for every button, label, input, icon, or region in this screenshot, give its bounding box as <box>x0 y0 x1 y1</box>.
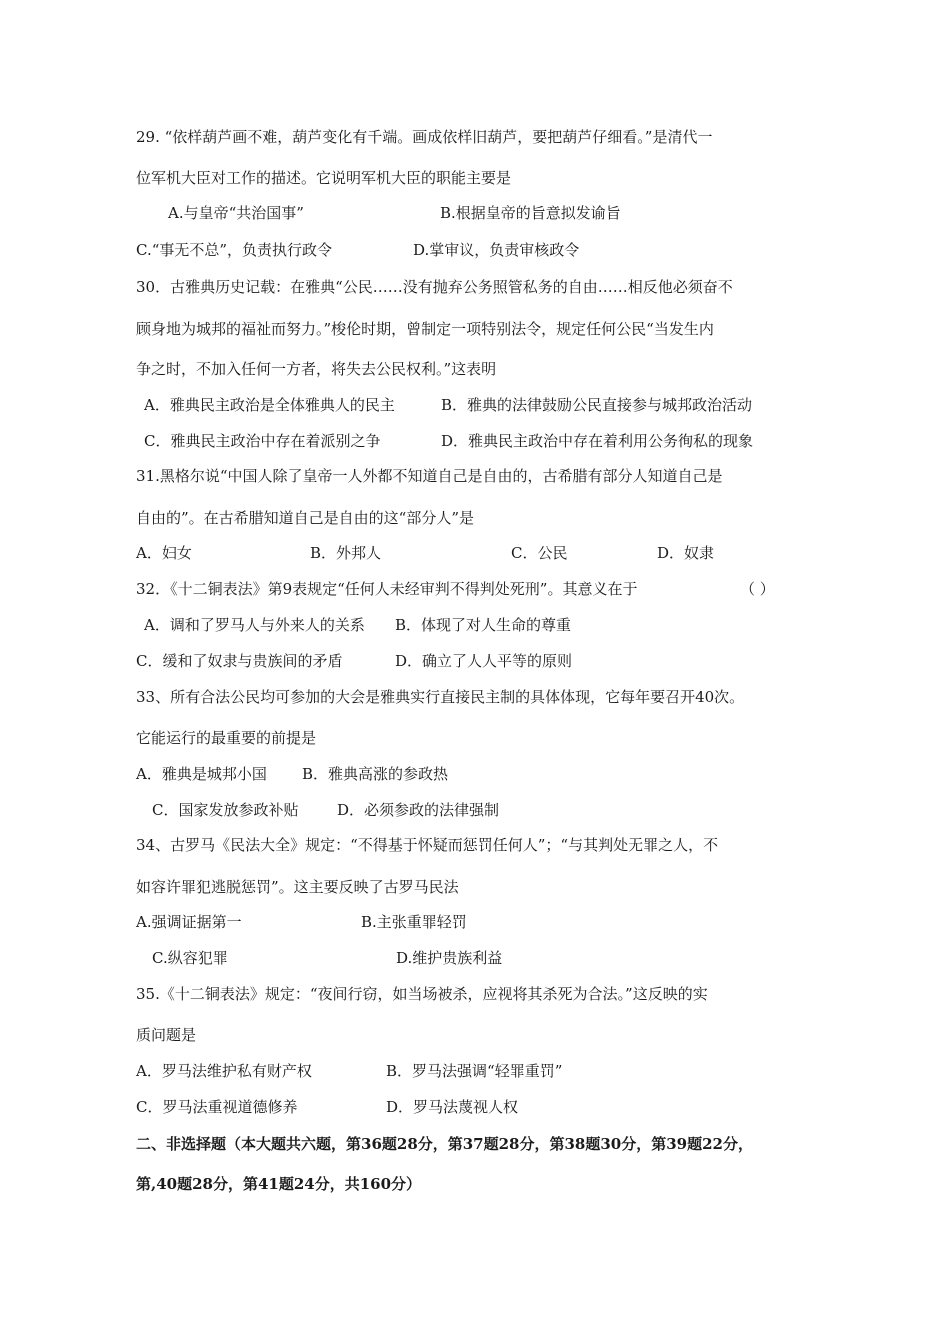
q30-option-d: D．雅典民主政治中存在着利用公务徇私的现象 <box>441 432 754 450</box>
q29-option-c: C.“事无不总”，负责执行政令 <box>136 241 333 259</box>
q34-option-d: D.维护贵族利益 <box>396 949 503 967</box>
q34-option-a: A.强调证据第一 <box>136 913 242 931</box>
q35-option-a: A．罗马法维护私有财产权 <box>136 1062 312 1080</box>
q33-option-c: C．国家发放参政补贴 <box>152 801 299 819</box>
q29-stem-line-1: 29. “依样葫芦画不难，葫芦变化有千端。画成依样旧葫芦，要把葫芦仔细看。”是清代一 <box>136 128 713 146</box>
q30-option-a: A．雅典民主政治是全体雅典人的民主 <box>144 396 395 414</box>
q35-option-b: B．罗马法强调“轻罪重罚” <box>386 1062 563 1080</box>
section-two-heading-line-2: 第,40题28分，第41题24分，共160分） <box>136 1175 422 1193</box>
q29-option-b: B.根据皇帝的旨意拟发谕旨 <box>440 204 621 222</box>
q30-stem-line-2: 顾身地为城邦的福祉而努力。”梭伦时期，曾制定一项特别法令，规定任何公民“当发生内 <box>136 320 714 338</box>
q32-answer-blank: （ ） <box>740 580 775 598</box>
q35-stem-line-1: 35.《十二铜表法》规定：“夜间行窃，如当场被杀，应视将其杀死为合法。”这反映的实 <box>136 985 708 1003</box>
q34-stem-line-1: 34、古罗马《民法大全》规定：“不得基于怀疑而惩罚任何人”；“与其判处无罪之人，不 <box>136 836 719 854</box>
q31-option-b: B．外邦人 <box>310 544 382 562</box>
q30-stem-line-1: 30．古雅典历史记载：在雅典“公民……没有抛弃公务照管私务的自由……相反他必须奋不 <box>136 278 733 296</box>
q33-option-a: A．雅典是城邦小国 <box>136 765 267 783</box>
q31-stem-line-1: 31.黑格尔说“中国人除了皇帝一人外都不知道自己是自由的，古希腊有部分人知道自己是 <box>136 467 723 485</box>
q29-option-a: A.与皇帝“共治国事” <box>168 204 304 222</box>
q31-option-c: C．公民 <box>511 544 568 562</box>
q35-stem-line-2: 质问题是 <box>136 1026 197 1044</box>
q33-stem-line-1: 33、所有合法公民均可参加的大会是雅典实行直接民主制的具体体现，它每年要召开40次。 <box>136 688 745 706</box>
q30-option-c: C．雅典民主政治中存在着派别之争 <box>144 432 381 450</box>
q32-stem: 32．《十二铜表法》第9表规定“任何人未经审判不得判处死刑”。其意义在于 <box>136 580 638 598</box>
q29-stem-line-2: 位军机大臣对工作的描述。它说明军机大臣的职能主要是 <box>136 169 512 187</box>
q32-option-d: D．确立了人人平等的原则 <box>395 652 573 670</box>
q33-option-b: B．雅典高涨的参政热 <box>302 765 449 783</box>
q31-option-d: D．奴隶 <box>657 544 715 562</box>
q35-option-c: C．罗马法重视道德修养 <box>136 1098 298 1116</box>
q31-stem-line-2: 自由的”。在古希腊知道自己是自由的这“部分人”是 <box>136 509 475 527</box>
section-two-heading-line-1: 二、非选择题（本大题共六题，第36题28分，第37题28分，第38题30分，第39题22分， <box>136 1135 753 1153</box>
q34-stem-line-2: 如容许罪犯逃脱惩罚”。这主要反映了古罗马民法 <box>136 878 459 896</box>
q32-option-b: B．体现了对人生命的尊重 <box>395 616 572 634</box>
q35-option-d: D．罗马法蔑视人权 <box>386 1098 519 1116</box>
q34-option-c: C.纵容犯罪 <box>152 949 228 967</box>
q34-option-b: B.主张重罪轻罚 <box>361 913 467 931</box>
q30-option-b: B．雅典的法律鼓励公民直接参与城邦政治活动 <box>441 396 753 414</box>
q32-option-c: C．缓和了奴隶与贵族间的矛盾 <box>136 652 343 670</box>
q31-option-a: A．妇女 <box>136 544 192 562</box>
q33-stem-line-2: 它能运行的最重要的前提是 <box>136 729 317 747</box>
q29-option-d: D.掌审议，负责审核政令 <box>413 241 580 259</box>
q32-option-a: A．调和了罗马人与外来人的关系 <box>144 616 365 634</box>
q33-option-d: D．必须参政的法律强制 <box>337 801 500 819</box>
q30-stem-line-3: 争之时，不加入任何一方者，将失去公民权利。”这表明 <box>136 360 497 378</box>
